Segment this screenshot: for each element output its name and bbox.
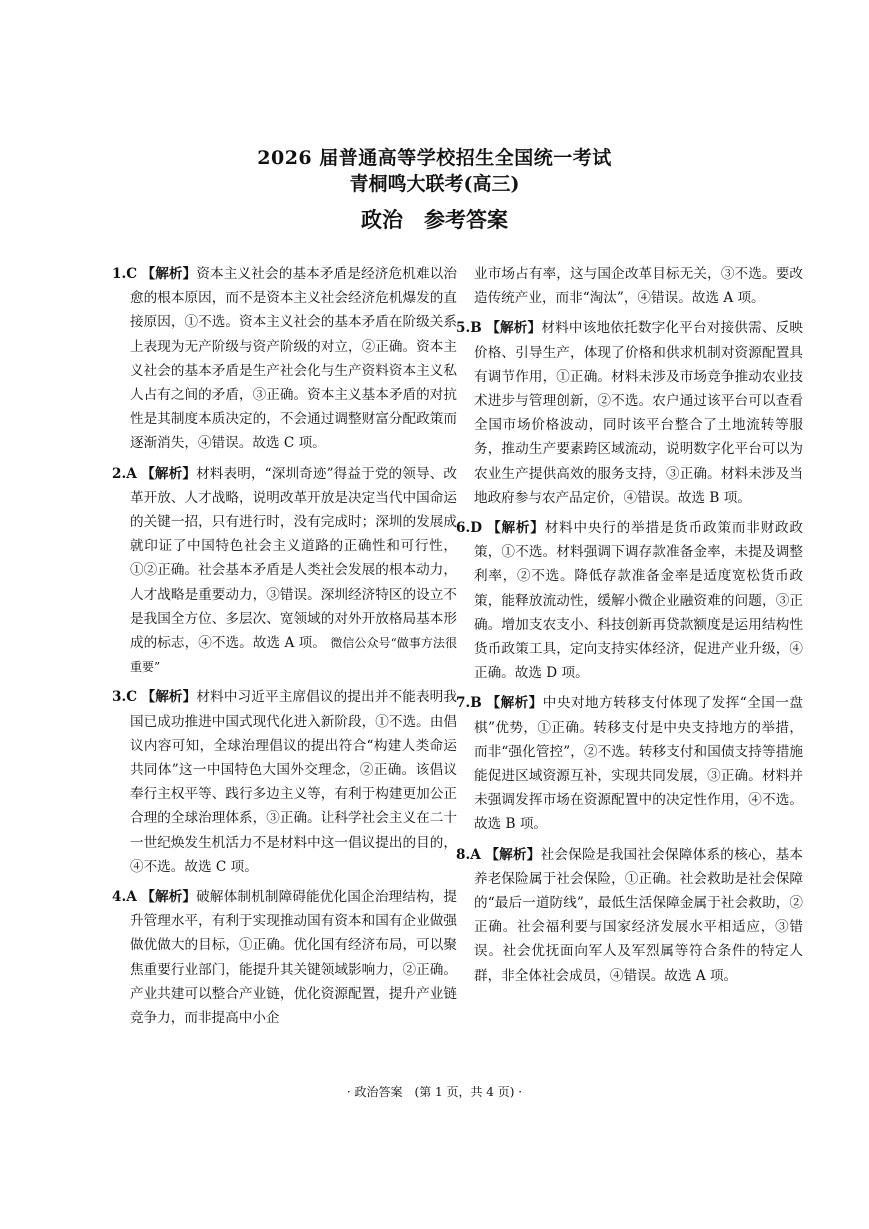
analysis-tag: 【解析】	[485, 846, 541, 863]
analysis-tag: 【解析】	[487, 520, 545, 537]
page-footer: · 政治答案 (第 1 页，共 4 页) ·	[346, 1085, 523, 1099]
answer-item-2	[112, 462, 457, 680]
analysis-tag: 【解析】	[486, 695, 543, 712]
analysis-tag: 【解析】	[141, 465, 197, 482]
analysis-tag: 【解析】	[141, 889, 197, 906]
answer-number: 6.D	[456, 520, 482, 537]
answer-item-4-continued	[456, 262, 803, 310]
answer-number: 1.C	[112, 266, 138, 282]
answer-text-continued: 业市场占有率，这与国企改革目标无关，③不选。要改造传统产业，而非“淘汰”，④错误。故选 A 项。	[474, 266, 803, 307]
analysis-tag: 【解析】	[141, 266, 197, 282]
answer-number: 4.A	[112, 889, 137, 906]
answer-number: 2.A	[112, 465, 137, 482]
answer-text: 材料表明，“深圳奇迹”得益于党的领导、改革开放、人才战略，说明改革开放是决定当代中国命运的关键一招，只有进行时，没有完成时；深圳的发展成就印证了中国特色社会主义道路的正确性和可行性，①②正确。社会基本矛盾是人类社会发展的根本动力，人才战略是重要动力，③错误。深圳经济特区的设立不是我国全方位、多层次、宽领域的对外开放格局基本形成的标志，④不选。故选 A 项。	[130, 465, 458, 652]
answer-key-title: 政治 参考答案	[361, 207, 508, 232]
answer-item-8	[456, 843, 803, 988]
answer-number: 7.B	[456, 695, 482, 712]
answer-text: 材料中该地依托数字化平台对接供需、反映价格、引导生产，体现了价格和供求机制对资源配置具有调节作用，①正确。材料未涉及市场竞争推动农业技术进步与管理创新，②不选。农户通过该平台可以查看全国市场价格波动，同时该平台整合了土地流转等服务，推动生产要素跨区域流动，说明数字化平台可以为农业生产提供高效的服务支持，③正确。材料未涉及当地政府参与农产品定价，④错误。故选 B 项。	[474, 320, 804, 506]
answer-number: 8.A	[456, 846, 481, 863]
answer-text: 资本主义社会的基本矛盾是经济危机难以治愈的根本原因，而不是资本主义社会经济危机爆发的直接原因，①不选。资本主义社会的基本矛盾在阶级关系上表现为无产阶级与资产阶级的对立，②正确。资本主义社会的基本矛盾是生产社会化与生产资料资本主义私人占有之间的矛盾，③正确。资本主义基本矛盾的对抗性是其制度本质决定的，不会通过调整财富分配政策而逐渐消失，④错误。故选 C 项。	[130, 266, 458, 452]
answer-text: 材料中习近平主席倡议的提出并不能表明我国已成功推进中国式现代化进入新阶段，①不选。由倡议内容可知，全球治理倡议的提出符合“构建人类命运共同体”这一中国特色大国外交理念，②正确。该倡议奉行主权平等、践行多边主义等，有利于构建更加公正合理的全球治理体系，③正确。让科学社会主义在二十一世纪焕发生机活力不是材料中这一倡议提出的目的，④不选。故选 C 项。	[130, 689, 458, 875]
answer-item-5	[456, 316, 803, 510]
analysis-tag: 【解析】	[141, 689, 197, 706]
answer-item-4	[112, 885, 457, 1030]
answer-text: 社会保险是我国社会保障体系的核心，基本养老保险属于社会保险，①正确。社会救助是社会保障的“最后一道防线”，最低生活保障金属于社会救助，②正确。社会福利要与国家经济发展水平相适应，③错误。社会优抚面向军人及军烈属等符合条件的特定人群，非全体社会成员，④错误。故选 A 项。	[474, 846, 804, 984]
answer-text: 材料中央行的举措是货币政策而非财政政策，①不选。材料强调下调存款准备金率，未提及调整利率，②不选。降低存款准备金率是适度宽松货币政策，能释放流动性，缓解小微企业融资难的问题，③正确。增加支农支小、科技创新再贷款额度是运用结构性货币政策工具，定向支持实体经济，促进产业升级，④正确。故选 D 项。	[474, 520, 804, 682]
exam-title: 2026 届普通高等学校招生全国统一考试	[257, 147, 612, 169]
answer-text: 破解体制机制障碍能优化国企治理结构，提升管理水平，有利于实现推动国有资本和国有企业做强做优做大的目标，①正确。优化国有经济布局，可以聚焦重要行业部门，能提升其关键领域影响力，②正确。产业共建可以整合产业链，优化资源配置，提升产业链竞争力，而非提高中小企	[130, 889, 458, 1027]
answer-item-1	[112, 262, 457, 456]
document-header	[0, 145, 869, 235]
left-column	[112, 262, 457, 1036]
answer-number: 3.C	[112, 689, 138, 706]
answer-item-6	[456, 516, 803, 685]
answer-item-3	[112, 685, 457, 879]
answer-item-7	[456, 691, 803, 836]
answer-text: 中央对地方转移支付体现了发挥“全国一盘棋”优势，①正确。转移支付是中央支持地方的举措，而非“强化管控”，②不选。转移支付和国债支持等措施能促进区域资源互补，实现共同发展，③正确。材料并未强调发挥市场在资源配置中的决定性作用，④不选。故选 B 项。	[474, 695, 804, 833]
watermark-note: 微信公众号“做事方法很重要”	[130, 636, 457, 675]
right-column	[456, 262, 803, 994]
exam-subtitle: 青桐鸣大联考(高三)	[349, 173, 520, 195]
analysis-tag: 【解析】	[486, 320, 542, 337]
answer-number: 5.B	[456, 320, 482, 337]
